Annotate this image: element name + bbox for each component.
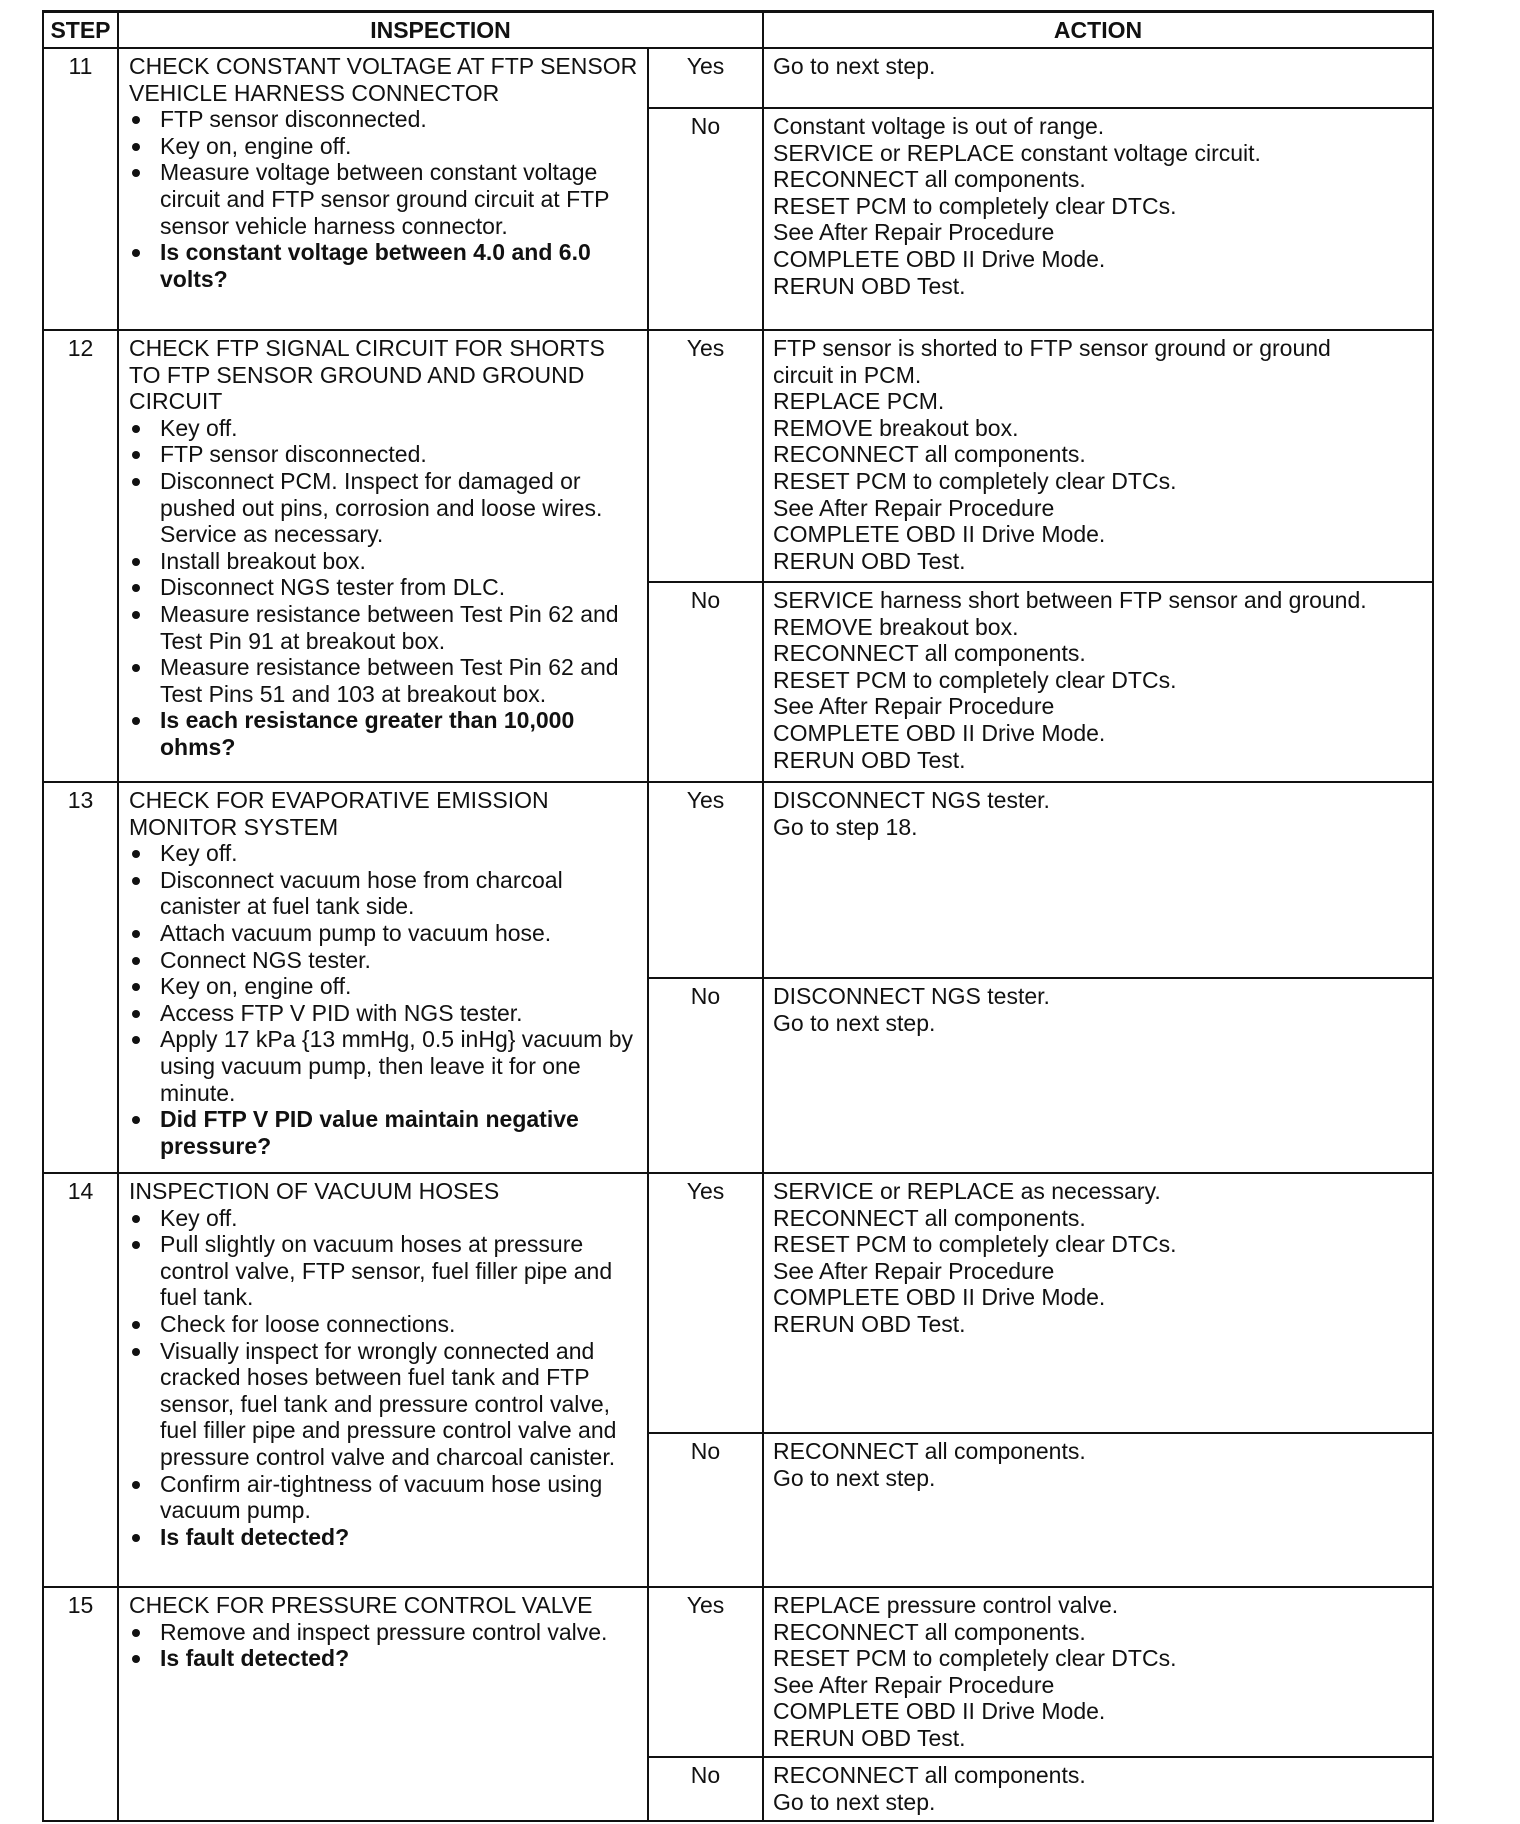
action-line: COMPLETE OBD II Drive Mode. bbox=[773, 245, 1106, 272]
inspection-bullet: Remove and inspect pressure control valve. bbox=[129, 1619, 641, 1646]
action-line: circuit in PCM. bbox=[773, 361, 922, 388]
inspection-bullet: Connect NGS tester. bbox=[129, 947, 641, 974]
inspection-cell bbox=[118, 330, 648, 782]
action-line: RESET PCM to completely clear DTCs. bbox=[773, 192, 1177, 219]
inspection-bullet: Install breakout box. bbox=[129, 548, 641, 575]
inspection-bullet: Key off. bbox=[129, 415, 641, 442]
action-line: REMOVE breakout box. bbox=[773, 414, 1019, 441]
action-line: COMPLETE OBD II Drive Mode. bbox=[773, 1698, 1106, 1725]
action-line: RERUN OBD Test. bbox=[773, 547, 966, 574]
action-line: RESET PCM to completely clear DTCs. bbox=[773, 1645, 1177, 1672]
step-number: 15 bbox=[43, 1587, 118, 1821]
action-line: RERUN OBD Test. bbox=[773, 272, 966, 299]
yes-label: Yes bbox=[648, 782, 763, 978]
inspection-title: CHECK FOR PRESSURE CONTROL VALVE bbox=[129, 1592, 593, 1618]
yes-label: Yes bbox=[648, 330, 763, 582]
inspection-bullet: Key off. bbox=[129, 840, 641, 867]
inspection-bullets bbox=[129, 106, 641, 292]
action-line: SERVICE harness short between FTP sensor and ground. bbox=[773, 587, 1367, 613]
action-line: COMPLETE OBD II Drive Mode. bbox=[773, 521, 1106, 548]
action-line: RECONNECT all components. bbox=[773, 1204, 1086, 1231]
action-line: RECONNECT all components. bbox=[773, 1618, 1086, 1645]
inspection-bullet: Attach vacuum pump to vacuum hose. bbox=[129, 920, 641, 947]
inspection-cell bbox=[118, 48, 648, 330]
yes-action-cell bbox=[763, 48, 1433, 108]
inspection-cell bbox=[118, 782, 648, 1173]
action-line: RECONNECT all components. bbox=[773, 640, 1086, 667]
inspection-bullet: Disconnect PCM. Inspect for damaged or pushed out pins, corrosion and loose wires. Service as necessary. bbox=[129, 468, 641, 548]
action-line: SERVICE or REPLACE as necessary. bbox=[773, 1178, 1161, 1204]
no-label: No bbox=[648, 1433, 763, 1587]
inspection-title: CHECK CONSTANT VOLTAGE AT FTP SENSOR VEHICLE HARNESS CONNECTOR bbox=[129, 53, 638, 106]
inspection-bullet: Check for loose connections. bbox=[129, 1311, 641, 1338]
action-line: DISCONNECT NGS tester. bbox=[773, 983, 1050, 1009]
action-line: RESET PCM to completely clear DTCs. bbox=[773, 467, 1177, 494]
action-line: See After Repair Procedure bbox=[773, 219, 1055, 246]
step-row-yes bbox=[43, 1173, 1433, 1433]
action-line: COMPLETE OBD II Drive Mode. bbox=[773, 1284, 1106, 1311]
no-label: No bbox=[648, 582, 763, 782]
no-label: No bbox=[648, 1757, 763, 1821]
action-line: RECONNECT all components. bbox=[773, 1762, 1086, 1788]
inspection-cell bbox=[118, 1587, 648, 1821]
yes-action-cell bbox=[763, 330, 1433, 582]
yes-action-cell bbox=[763, 1587, 1433, 1757]
inspection-bullet: Disconnect NGS tester from DLC. bbox=[129, 574, 641, 601]
action-line: See After Repair Procedure bbox=[773, 1257, 1055, 1284]
inspection-question: Is constant voltage between 4.0 and 6.0 volts? bbox=[129, 239, 641, 292]
inspection-bullet: Access FTP V PID with NGS tester. bbox=[129, 1000, 641, 1027]
table-body bbox=[43, 12, 1433, 1822]
inspection-bullet: Pull slightly on vacuum hoses at pressure control valve, FTP sensor, fuel filler pipe and fuel tank. bbox=[129, 1231, 641, 1311]
action-line: SERVICE or REPLACE constant voltage circuit. bbox=[773, 139, 1261, 166]
action-line: Go to next step. bbox=[773, 53, 936, 79]
inspection-title: CHECK FTP SIGNAL CIRCUIT FOR SHORTS TO FTP SENSOR GROUND AND GROUND CIRCUIT bbox=[129, 335, 605, 415]
yes-action-cell bbox=[763, 782, 1433, 978]
yes-label: Yes bbox=[648, 1587, 763, 1757]
inspection-bullet: Measure resistance between Test Pin 62 and Test Pin 91 at breakout box. bbox=[129, 601, 641, 654]
step-number: 11 bbox=[43, 48, 118, 330]
no-action-cell bbox=[763, 108, 1433, 330]
inspection-bullet: Confirm air-tightness of vacuum hose using vacuum pump. bbox=[129, 1471, 641, 1524]
step-number: 12 bbox=[43, 330, 118, 782]
action-line: Constant voltage is out of range. bbox=[773, 113, 1105, 139]
action-line: See After Repair Procedure bbox=[773, 494, 1055, 521]
yes-action-cell bbox=[763, 1173, 1433, 1433]
no-action-cell bbox=[763, 978, 1433, 1173]
action-line: FTP sensor is shorted to FTP sensor ground or ground bbox=[773, 335, 1331, 361]
no-label: No bbox=[648, 978, 763, 1173]
action-line: RESET PCM to completely clear DTCs. bbox=[773, 666, 1177, 693]
action-line: REMOVE breakout box. bbox=[773, 613, 1019, 640]
action-line: Go to next step. bbox=[773, 1788, 936, 1815]
action-line: DISCONNECT NGS tester. bbox=[773, 787, 1050, 813]
inspection-question: Did FTP V PID value maintain negative pressure? bbox=[129, 1106, 641, 1159]
header-row bbox=[43, 12, 1433, 49]
action-line: COMPLETE OBD II Drive Mode. bbox=[773, 719, 1106, 746]
inspection-title: INSPECTION OF VACUUM HOSES bbox=[129, 1178, 500, 1204]
inspection-bullet: Visually inspect for wrongly connected and cracked hoses between fuel tank and FTP sensor, fuel tank and pressure control valve, fuel filler pipe and pressure control valve and pressure control valve and charcoal canister. bbox=[129, 1338, 641, 1471]
diagnostic-procedure-table bbox=[42, 10, 1434, 1822]
inspection-bullet: Measure resistance between Test Pin 62 and Test Pins 51 and 103 at breakout box. bbox=[129, 654, 641, 707]
action-line: REPLACE pressure control valve. bbox=[773, 1592, 1119, 1618]
inspection-question: Is fault detected? bbox=[129, 1645, 641, 1672]
no-action-cell bbox=[763, 582, 1433, 782]
action-line: REPLACE PCM. bbox=[773, 388, 945, 415]
action-line: RECONNECT all components. bbox=[773, 1438, 1086, 1464]
step-row-yes bbox=[43, 1587, 1433, 1757]
step-number: 13 bbox=[43, 782, 118, 1173]
no-label: No bbox=[648, 108, 763, 330]
inspection-bullets bbox=[129, 1619, 641, 1672]
yes-label: Yes bbox=[648, 1173, 763, 1433]
inspection-bullets bbox=[129, 840, 641, 1159]
action-line: Go to next step. bbox=[773, 1464, 936, 1491]
step-number: 14 bbox=[43, 1173, 118, 1587]
inspection-bullet: FTP sensor disconnected. bbox=[129, 441, 641, 468]
header-inspection: INSPECTION bbox=[118, 12, 763, 49]
inspection-bullet: Key off. bbox=[129, 1205, 641, 1232]
inspection-bullet: Key on, engine off. bbox=[129, 973, 641, 1000]
inspection-question: Is fault detected? bbox=[129, 1524, 641, 1551]
inspection-bullets bbox=[129, 1205, 641, 1551]
inspection-bullet: Measure voltage between constant voltage circuit and FTP sensor ground circuit at FTP sensor vehicle harness connector. bbox=[129, 159, 641, 239]
inspection-title: CHECK FOR EVAPORATIVE EMISSION MONITOR SYSTEM bbox=[129, 787, 549, 840]
action-line: RECONNECT all components. bbox=[773, 166, 1086, 193]
no-action-cell bbox=[763, 1433, 1433, 1587]
inspection-question: Is each resistance greater than 10,000 ohms? bbox=[129, 707, 641, 760]
inspection-bullet: Key on, engine off. bbox=[129, 133, 641, 160]
action-line: See After Repair Procedure bbox=[773, 1671, 1055, 1698]
action-line: RERUN OBD Test. bbox=[773, 1310, 966, 1337]
inspection-bullet: Disconnect vacuum hose from charcoal canister at fuel tank side. bbox=[129, 867, 641, 920]
action-line: RERUN OBD Test. bbox=[773, 1724, 966, 1751]
action-line: Go to next step. bbox=[773, 1009, 936, 1036]
action-line: RECONNECT all components. bbox=[773, 441, 1086, 468]
step-row-yes bbox=[43, 782, 1433, 978]
action-line: RERUN OBD Test. bbox=[773, 746, 966, 773]
step-row-yes bbox=[43, 330, 1433, 582]
no-action-cell bbox=[763, 1757, 1433, 1821]
inspection-bullet: Apply 17 kPa {13 mmHg, 0.5 inHg} vacuum by using vacuum pump, then leave it for one minute. bbox=[129, 1026, 641, 1106]
step-row-yes bbox=[43, 48, 1433, 108]
inspection-bullet: FTP sensor disconnected. bbox=[129, 106, 641, 133]
header-step: STEP bbox=[43, 12, 118, 49]
header-action: ACTION bbox=[763, 12, 1433, 49]
action-line: Go to step 18. bbox=[773, 813, 918, 840]
yes-label: Yes bbox=[648, 48, 763, 108]
action-line: See After Repair Procedure bbox=[773, 693, 1055, 720]
inspection-cell bbox=[118, 1173, 648, 1587]
inspection-bullets bbox=[129, 415, 641, 761]
action-line: RESET PCM to completely clear DTCs. bbox=[773, 1231, 1177, 1258]
